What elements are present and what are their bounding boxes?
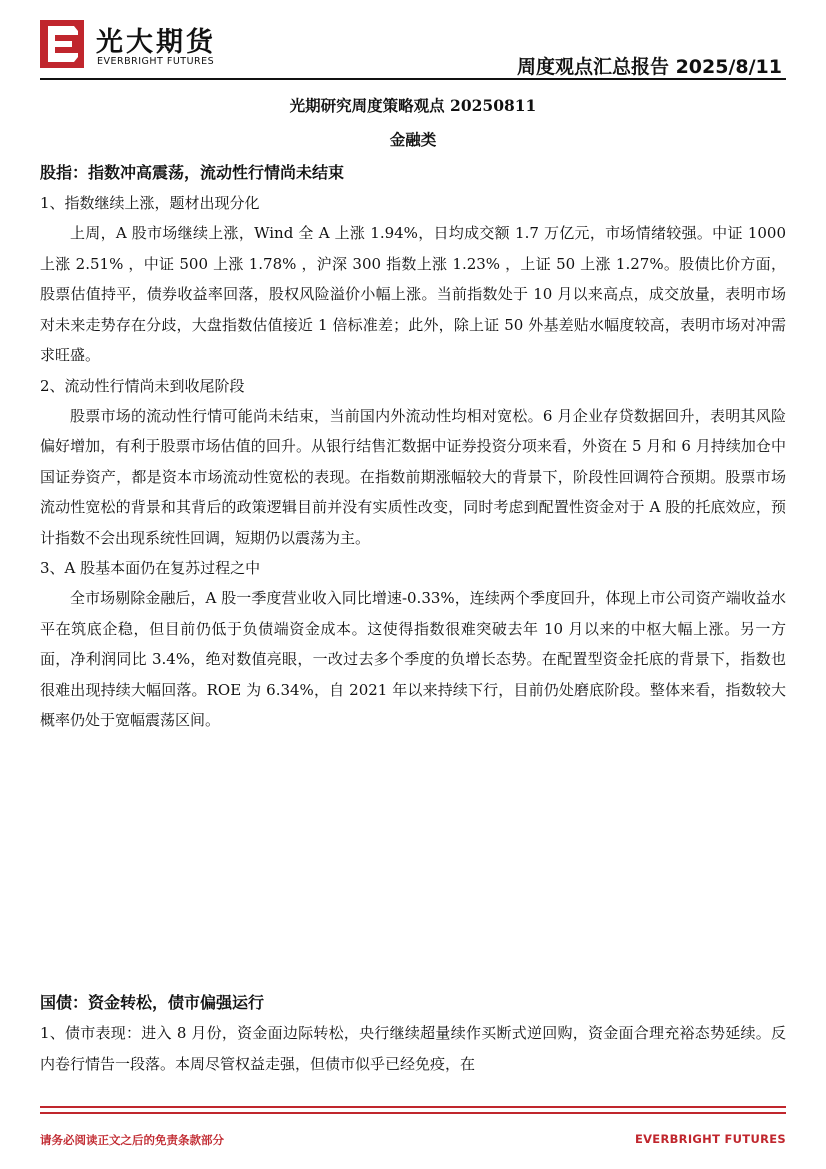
equity-subheading-1: 1、指数继续上涨，题材出现分化 <box>40 194 260 212</box>
equity-subheading-2: 2、流动性行情尚未到收尾阶段 <box>40 376 245 395</box>
disclaimer-notice: 请务必阅读正文之后的免责条款部分 <box>40 1133 224 1147</box>
equity-paragraph-3: 全市场剔除金融后，A 股一季度营业收入同比增速-0.33%，连续两个季度回升，体现上市公司资产端收益水平在筑底企稳，但目前仍低于负债端资金成本。这使得指数很难突破去年 10 月以来的中枢大幅上涨。另一方面，净利润同比 3.4%，绝对数值亮眼，一改过去多个季度的负增长态势。在配置型资金托底的背景下，指数也很难出现持续大幅回落。ROE 为 6.34%，自 2021 年以来持续下行，目前仍处磨底阶段。整体来看，指数较大概率仍处于宽幅震荡区间。 <box>40 589 786 729</box>
equity-heading: 股指：指数冲高震荡，流动性行情尚未结束 <box>40 163 345 182</box>
document-subtitle: 金融类 <box>389 130 437 149</box>
equity-paragraph-1: 上周，A 股市场继续上涨，Wind 全 A 上涨 1.94%，日均成交额 1.7 万亿元，市场情绪较强。中证 1000 上涨 2.51% ，中证 500 上涨 1.78% ，沪深 300 指数上涨 1.23% ，上证 50 上涨 1.27%。股债比价方面，股票估值持平，债券收益率回落，股权风险溢价小幅上涨。当前指数处于 10 月以来高点，成交放量，表明市场对未来走势存在分歧，大盘指数估值接近 1 倍标准差；此外，除上证 50 外基差贴水幅度较高，表明市场对冲需求旺盛。 <box>40 224 786 364</box>
logo-english-name: EVERBRIGHT FUTURES <box>97 56 215 67</box>
equity-section <box>40 158 786 736</box>
equity-paragraph-2: 股票市场的流动性行情可能尚未结束，当前国内外流动性均相对宽松。6 月企业存贷数据回升，表明其风险偏好增加，有利于股票市场估值的回升。从银行结售汇数据中证券投资分项来看，外资在 5 月和 6 月持续加仓中国证券资产，都是资本市场流动性宽松的表现。在指数前期涨幅较大的背景下，阶段性回调符合预期。股票市场流动性宽松的背景和其背后的政策逻辑目前并没有实质性改变，同时考虑到配置性资金对于 A 股的托底效应，预计指数不会出现系统性回调，短期仍以震荡为主。 <box>40 406 786 547</box>
report-title: 周度观点汇总报告 2025/8/11 <box>516 56 782 78</box>
company-logo <box>40 18 240 70</box>
bond-paragraph: 1、债市表现：进入 8 月份，资金面边际转松，央行继续超量续作买断式逆回购，资金面合理充裕态势延续。反内卷行情告一段落。本周尽管权益走强，但债市似乎已经免疫，在 <box>40 1024 786 1073</box>
document-title: 光期研究周度策略观点 20250811 <box>289 96 537 115</box>
footer-divider-top <box>40 1106 786 1108</box>
footer-divider-bottom <box>40 1112 786 1114</box>
equity-subheading-3: 3、A 股基本面仍在复苏过程之中 <box>40 559 261 577</box>
everbright-logo-icon <box>40 20 84 68</box>
bond-heading: 国债：资金转松，债市偏强运行 <box>40 993 265 1012</box>
logo-chinese-name: 光大期货 <box>96 27 216 58</box>
footer-brand: EVERBRIGHT FUTURES <box>634 1132 786 1146</box>
bond-section <box>40 988 786 1079</box>
header-divider <box>40 78 786 80</box>
